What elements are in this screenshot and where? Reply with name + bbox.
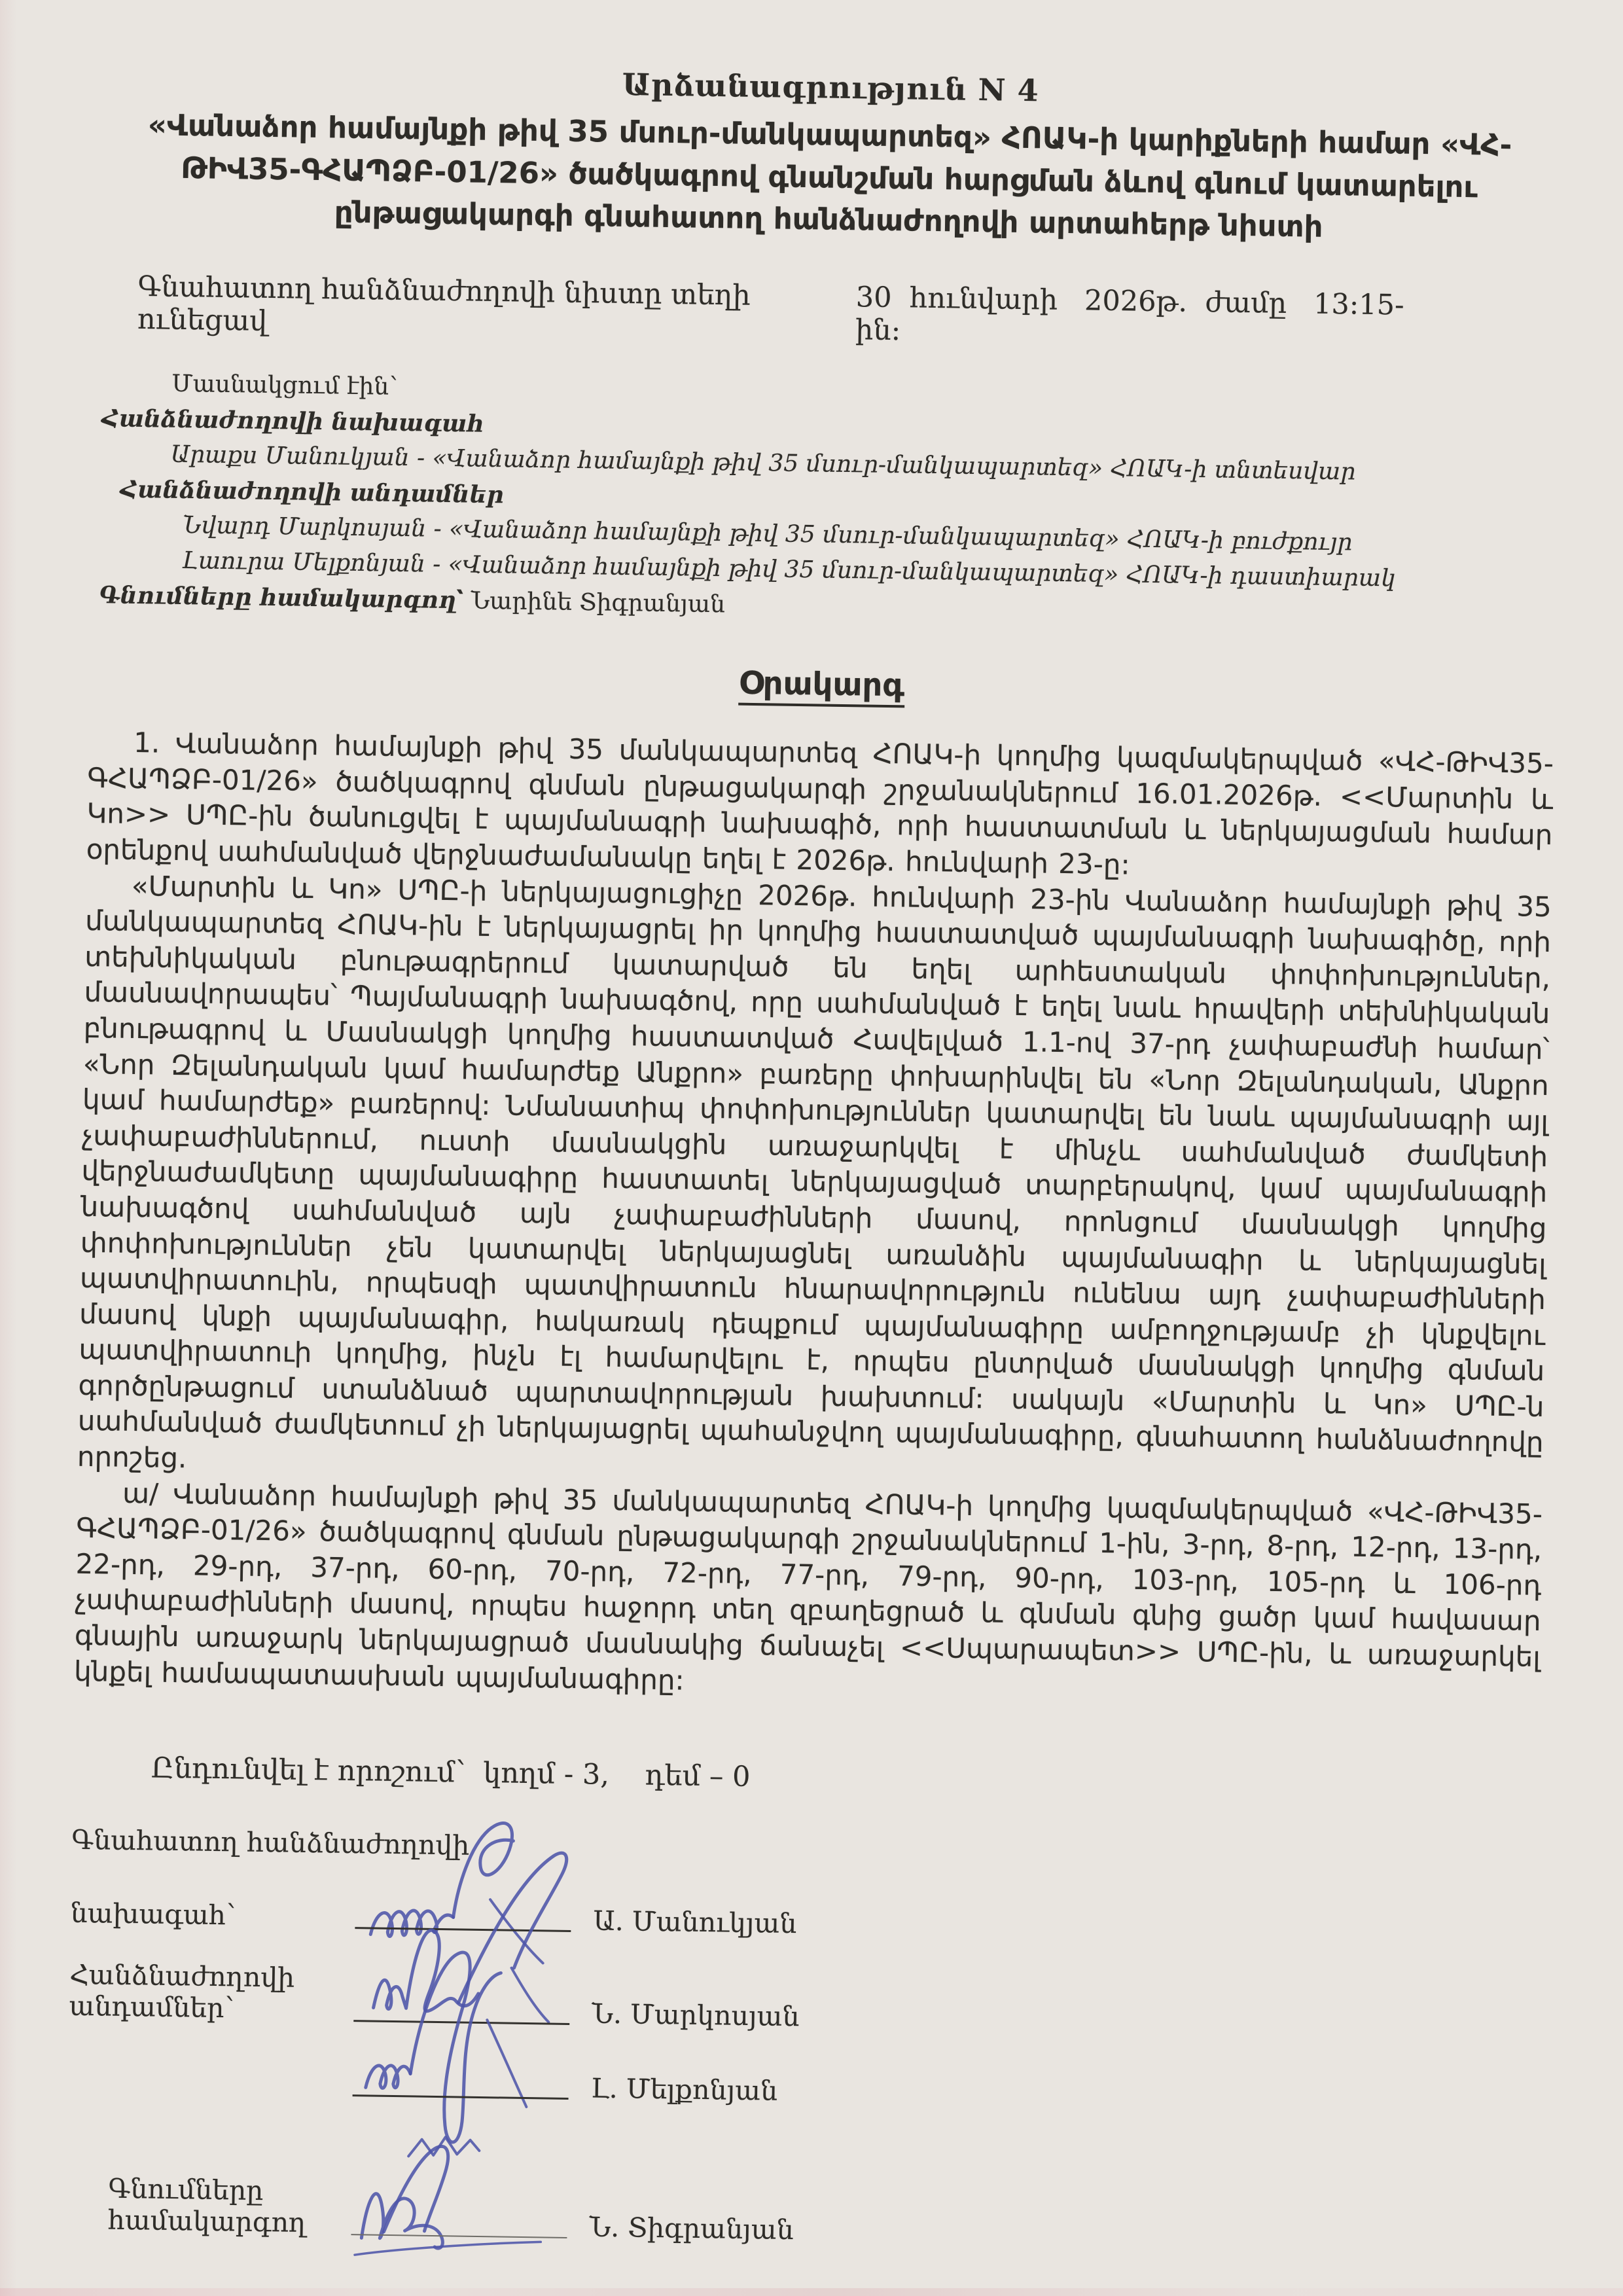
- subtitle-line: ընթացակարգի գնահատող հանձնաժողովի արտահերթ նիստի: [334, 194, 1323, 245]
- attendance-block: [90, 365, 1559, 635]
- paragraph: ա/ Վանաձոր համայնքի թիվ 35 մանկապարտեզ ՀՈԱԿ-ի կողմից կազմակերպված «ՎՀ-ԹԻՎ35-ԳՀԱՊՁԲ-01/26» ծածկագրով գնման ընթացակարգի շրջանակներում 1-ին, 3-րդ, 8-րդ, 12-րդ, 13-րդ, 22-րդ, 29-րդ, 37-րդ, 60-րդ, 70-րդ, 72-րդ, 77-րդ, 79-րդ, 90-րդ, 103-րդ, 105-րդ և 106-րդ չափաբաժինների մասով, որպես հաջորդ տեղ զբաղեցրած և գնման գնից ցածր կամ հավասար գնային առաջարկ ներկայացրած մասնակից ճանաչել <<Սպարապետ>> ՍՊԸ-ին, և առաջարկել կնքել համապատասխան պայմանագիրը:: [73, 1477, 1543, 1696]
- member1-signature-ink: [360, 1844, 611, 2045]
- signature-line: [353, 2094, 569, 2100]
- chair-entry: Արաքս Մանուկյան - «Վանաձոր համայնքի թիվ 35 մսուր-մանկապարտեզ» ՀՈԱԿ-ի տնտեսվար: [170, 440, 1356, 486]
- document-subtitle: [96, 103, 1563, 253]
- signature-row-member2: [68, 2065, 1534, 2118]
- meeting-datetime: 30 հունվարի 2026թ. ժամը 13:15-ին:: [855, 281, 1404, 348]
- coordinator-signature-label: Գնումները համակարգող: [107, 2172, 306, 2239]
- agenda-heading: Օրակարգ: [88, 655, 1555, 713]
- empty-signature-label: [68, 2096, 353, 2100]
- committee-label: Գնահատող հանձնաժողովի: [71, 1823, 470, 1861]
- chair-signature-label: նախագահ՝: [70, 1897, 236, 1931]
- member1-signature-area: [353, 2019, 569, 2029]
- coordinator-name: Նարինե Տիգրանյան: [471, 587, 726, 619]
- chair-role-heading: Հանձնաժողովի նախագահ: [101, 404, 485, 438]
- signature-line: [355, 1927, 571, 1932]
- members-signature-label: Հանձնաժողովի անդամներ՝: [69, 1958, 295, 2024]
- chair-signature-area: [355, 1926, 571, 1936]
- document-title: Արձանագրություն N 4: [622, 66, 1040, 109]
- paragraph: «Մարտին և Կո» ՍՊԸ-ի ներկայացուցիչը 2026թ. հունվարի 23-ին Վանաձոր համայնքի թիվ 35 մանկապարտեզ ՀՈԱԿ-ին է ներկայացրել իր կողմից հաստատված պայմանագրի նախագիծը, որի տեխնիկական բնութագրերում կատարված են եղել արհեստական փոփոխություններ, մասնավորապես՝ Պայմանագրի նախագծով, որը սահմանված է եղել նաև հրավերի տեխնիկական բնութագրով և Մասնակցի կողմից հաստատված Հավելված 1.1-ով 37-րդ չափաբաժնի համար՝ «Նոր Զելանդական կամ համարժեք Անքրո» բառերը փոխարինվել են «Նոր Զելանդական, Անքրո կամ համարժեք» բառերով: Նմանատիպ փոփոխություններ կատարվել են նաև պայմանագրի այլ չափաբաժիններում, ուստի մասնակցին առաջարկվել է մինչև սահմանված ժամկետի վերջնաժամկետը պայմանագիրը հաստատել ներկայացված տարբերակով, կամ պայմանագրի նախագծով սահմանված այն չափաբաժինների մասով, որոնցում մասնակցի կողմից փոփոխություններ չեն կատարվել ներկայացնել առանձին պայմանագիր և ներկայացնել պատվիրատուին, որպեսզի պատվիրատուն հնարավորություն ունենա այդ չափաբաժինների մասով կնքի պայմանագիր, հակառակ դեպքում պայմանագիրը ամբողջությամբ չի կնքվելու պատվիրատուի կողմից, ինչն էլ համարվելու է, որպես ընտրված մասնակցի կողմից գնման գործընթացում ստանձնած պարտավորության խախտում: սակայն «Մարտին և Կո» ՍՊԸ-ն սահմանված ժամկետում չի ներկայացրել պահանջվող պայմանագիրը, գնահատող հանձնաժողովը որոշեց.: [77, 869, 1552, 1475]
- signature-row-member1: [69, 1959, 1535, 2043]
- subtitle-line: «Վանաձոր համայնքի թիվ 35 մսուր-մանկապարտեզ» ՀՈԱԿ-ի կարիքների համար «ՎՀ-: [147, 107, 1512, 162]
- coordinator-label: Գնումները համակարգող՝: [99, 581, 464, 615]
- meeting-label: Գնահատող հանձնաժողովի նիստը տեղի ունեցավ: [137, 270, 751, 338]
- signature-line: [353, 2020, 569, 2025]
- member1-signatory-name: Ն. Մարկոսյան: [592, 1998, 800, 2033]
- member2-signature-area: [352, 2094, 568, 2104]
- decision-line: Ընդունվել է որոշում՝ կողմ - 3, դեմ – 0: [151, 1751, 751, 1794]
- member-entry: Նվարդ Մարկոսյան - «Վանաձոր համայնքի թիվ 35 մսուր-մանկապարտեզ» ՀՈԱԿ-ի բուժքույր: [182, 512, 1353, 556]
- paragraph: 1. Վանաձոր համայնքի թիվ 35 մանկապարտեզ ՀՈԱԿ-ի կողմից կազմակերպված «ՎՀ-ԹԻՎ35-ԳՀԱՊՁԲ-01/26» ծածկագրով գնման ընթացակարգի շրջանակներում 16.01.2026թ. <<Մարտին և Կո>> ՍՊԸ-ին ծանուցվել է պայմանագրի նախագիծ, որի հաստատման և ներկայացման համար օրենքով սահմանված վերջնաժամանակը եղել է 2026թ. հունվարի 23-ը:: [86, 726, 1554, 881]
- signature-line: [351, 2234, 567, 2238]
- signature-row-coordinator: [107, 2173, 1532, 2257]
- signatures-block: [65, 1824, 1537, 2257]
- body-text: [74, 725, 1554, 1711]
- attendance-intro: Մասնակցում էին՝: [171, 370, 398, 401]
- members-role-heading: Հանձնաժողովի անդամներ: [120, 475, 504, 509]
- meeting-datetime-line: [94, 270, 1560, 357]
- coordinator-signatory-name: Ն. Տիգրանյան: [589, 2211, 794, 2246]
- member2-signatory-name: Լ. Մելքոնյան: [590, 2072, 778, 2107]
- signature-row-chair: [70, 1897, 1536, 1950]
- chair-signatory-name: Ա. Մանուկյան: [593, 1905, 797, 1940]
- coordinator-signature-ink: [344, 2120, 562, 2267]
- coordinator-signature-area: [351, 2233, 567, 2242]
- member-entry: Լաուրա Մելքոնյան - «Վանաձոր համայնքի թիվ 35 մսուր-մանկապարտեզ» ՀՈԱԿ-ի դաստիարակ: [182, 547, 1396, 592]
- subtitle-line: ԹԻՎ35-ԳՀԱՊՁԲ-01/26» ծածկագրով գնանշման հարցման ձևով գնում կատարելու: [180, 150, 1478, 204]
- document-content: [65, 46, 1563, 2257]
